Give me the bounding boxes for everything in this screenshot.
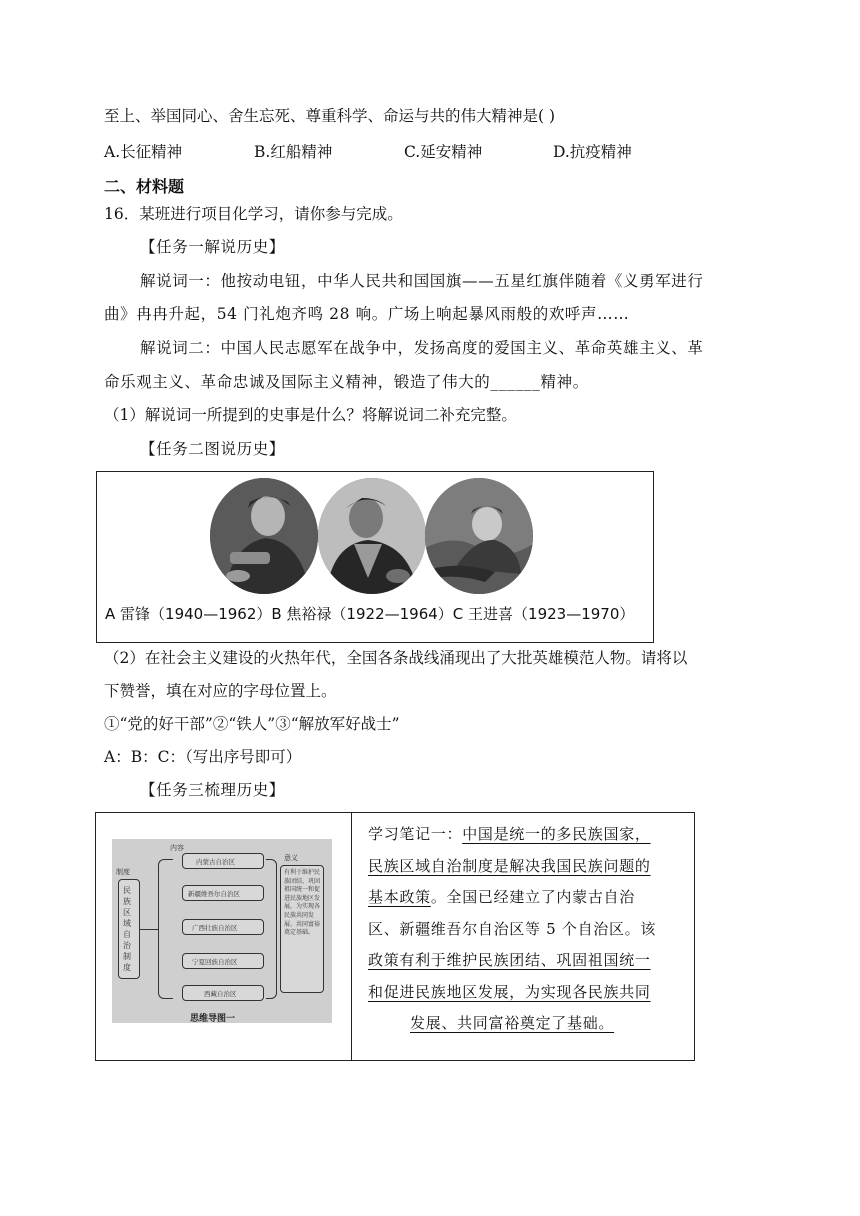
q15-option-c[interactable]: C.延安精神 [404,143,483,161]
task1-narration2-line1: 解说词二：中国人民志愿军在战争中，发扬高度的爱国主义、革命英雄主义、革 [140,339,704,357]
study-note-text-1: 中国是统一的多民族国家， [462,825,651,843]
mind-map-region-1-label: 内蒙古自治区 [196,858,235,866]
photo-caption: A 雷锋（1940—1962）B 焦裕禄（1922—1964）C 王进喜（1923—1970） [105,605,635,623]
study-note-text-3a: 基本政策 [368,888,431,906]
q15-option-d[interactable]: D.抗疫精神 [553,143,632,161]
task2-question-line1: （2）在社会主义建设的火热年代，全国各条战线涌现出了大批英雄模范人物。请将以 [104,649,688,667]
q16-intro: 16．某班进行项目化学习，请你参与完成。 [104,205,403,223]
photo-jiao-yulu [318,478,426,594]
study-note-text-6: 和促进民族地区发展，为实现各民族共同 [368,982,651,1001]
task3-title: 【任务三梳理历史】 [140,781,285,799]
mind-map-region-2-label: 新疆维吾尔自治区 [188,890,240,898]
mind-map-image [112,839,332,1023]
task1-narration1-line1: 解说词一：他按动电钮，中华人民共和国国旗——五星红旗伴随着《义勇军进行 [140,272,704,290]
task3-table [95,812,695,1061]
mind-map-region-4-label: 宁夏回族自治区 [192,958,238,966]
task1-narration1-line2: 曲》冉冉升起，54 门礼炮齐鸣 28 响。广场上响起暴风雨般的欢呼声…… [104,305,630,323]
mind-map-right-bracket [266,859,277,999]
mind-map-region-5-label: 西藏自治区 [204,990,237,998]
q15-option-b[interactable]: B.红船精神 [254,143,333,161]
mind-map-connector [140,929,158,930]
mind-map-bracket [158,859,173,999]
q15-option-a[interactable]: A.长征精神 [104,143,183,161]
study-note-text-2: 民族区域自治制度是解决我国民族问题的 [368,856,651,875]
photo-wang-jinxi [425,478,533,594]
study-note-text-5: 政策有利于维护民族团结、巩固祖国统一 [368,951,651,969]
mind-map-caption: 思维导图一 [190,1014,236,1024]
task2-praises: ①“党的好干部”②“铁人”③“解放军好战士” [104,715,400,733]
mind-map-meaning-label: 意义 [284,854,298,862]
study-note-line1 [368,819,678,851]
study-note-text-4: 区、新疆维吾尔自治区等 5 个自治区。该 [368,919,657,938]
table-divider [351,813,352,1060]
task2-answer-line: A：B：C：（写出序号即可） [104,748,302,766]
task2-question-line2: 下赞誉，填在对应的字母位置上。 [104,682,337,700]
task1-narration2-line2: 命乐观主义、革命忠诚及国际主义精神，锻造了伟大的______精神。 [104,373,589,391]
task1-title: 【任务一解说历史】 [140,238,285,256]
task2-title: 【任务二图说历史】 [140,440,285,458]
mind-map-top-label: 内容 [170,844,184,852]
section-heading: 二、材料题 [104,177,185,196]
mind-map-meaning-text: 有利于维护民族团结、巩固祖国统一和促进民族地区发展，为实现各民族共同发展、共同富裕奠定基础。 [284,869,321,937]
q15-stem-tail: 至上、举国同心、舍生忘死、尊重科学、命运与共的伟大精神是( ) [104,107,556,125]
task1-question: （1）解说词一所提到的史事是什么？将解说词二补充完整。 [104,406,517,424]
study-note-prefix: 学习笔记一： [368,825,463,843]
hero-photos-box [96,471,654,643]
mind-map-left-label: 制度 [116,868,130,876]
study-note-text-3b: 。全国已经建立了内蒙古自治 [430,888,635,906]
study-note [368,819,678,1040]
photo-lei-feng [210,478,318,594]
study-note-text-7: 发展、共同富裕奠定了基础。 [410,1014,615,1032]
study-note-line3 [368,882,678,914]
study-note-line7 [368,1008,678,1040]
mind-map-system-label: 民族区域自治制度 [123,886,131,972]
mind-map-region-3-label: 广西壮族自治区 [192,924,238,932]
